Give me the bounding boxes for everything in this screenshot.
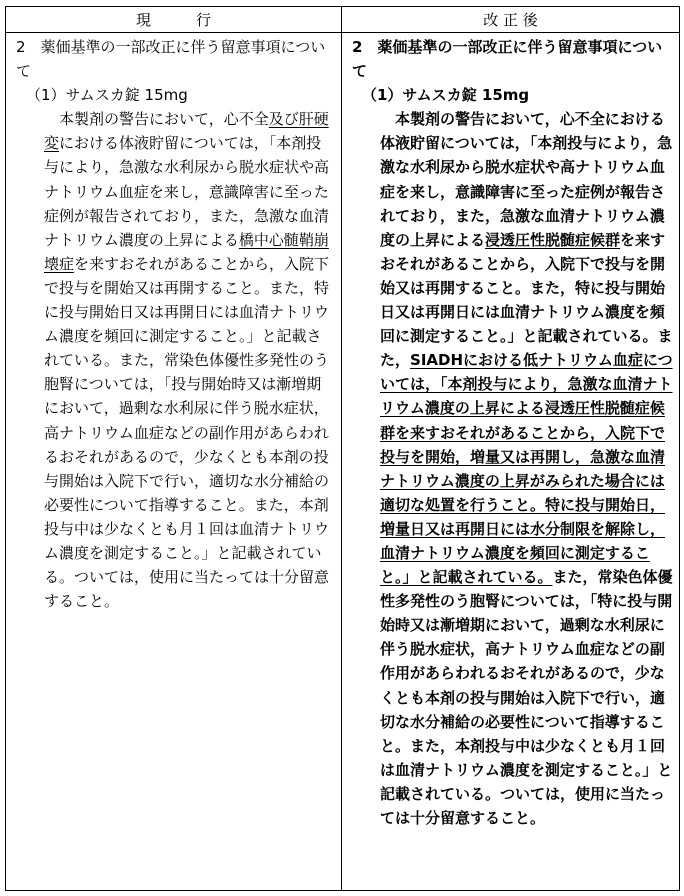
current-text-seg4-underlined: 橋中心髄鞘崩壊症: [44, 230, 329, 273]
current-item-title: （1）サムスカ錠 15mg: [26, 86, 188, 105]
revised-text-seg2-underlined: 浸透圧性脱髄症候群: [485, 230, 621, 249]
revised-text-block: [342, 33, 679, 830]
content-row: [6, 33, 680, 891]
revised-body-paragraph: [352, 107, 673, 830]
revised-column-header: 改 正 後: [342, 7, 680, 33]
revised-text-cell: [342, 33, 680, 891]
current-text-seg3: における体液貯留については，「本剤投与により，急激な水利尿から脱水症状や高ナトリウム血症を来し，意識障害に至った症例が報告されており，また，急激な血清ナトリウム濃度の上昇による: [44, 134, 330, 249]
comparison-table: [5, 6, 680, 891]
revised-text-seg1: 本製剤の警告において，心不全における体液貯留については，「本剤投与により，急激な水利尿から脱水症状や高ナトリウム血症を来し，意識障害に至った症例が報告されており，また，急激な血清ナトリウム濃度の上昇による: [380, 110, 673, 249]
revised-text-seg5: また，常染色体優性多発性のう胞腎については，「特に投与開始時又は漸増期において，過剰な水利尿に伴う脱水症状，高ナトリウム血症などの副作用があらわれるおそれがあるので，少なくとも本剤の投与開始は入院下で行い，適切な水分補給の必要性について指導すること。また，本剤投与中は少なくとも月１回は血清ナトリウム濃度を測定すること。」と記載されている。ついては，使用に当たっては十分留意すること。: [380, 568, 673, 827]
current-column-header: 現 行: [6, 7, 342, 33]
header-row: [6, 7, 680, 33]
revised-text-seg3: を来すおそれがあることから，入院下で投与を開始又は再開すること。また，特に投与開始日又は再開日には血清ナトリウム濃度を頻回に測定すること。」と記載されている。また，: [380, 230, 673, 370]
current-section-heading: 2 薬価基準の一部改正に伴う留意事項について: [16, 38, 326, 81]
current-text-seg5: を来すおそれがあることから，入院下で投与を開始又は再開すること。また，特に投与開始日又は再開日には血清ナトリウム濃度を頻回に測定すること。」と記載されている。また，常染色体優性多発性のう胞腎については，「投与開始時又は漸増期において，過剰な水利尿に伴う脱水症状，高ナトリウム血症などの副作用があらわれるおそれがあるので，少なくとも本剤の投与開始は入院下で行い，適切な水分補給の必要性について指導すること。また，本剤投与中は少なくとも月１回は血清ナトリウム濃度を測定すること。」と記載されている。ついては，使用に当たっては十分留意すること。: [44, 254, 330, 611]
current-text-cell: [6, 33, 342, 891]
current-body-paragraph: [16, 107, 335, 613]
current-text-block: [6, 33, 341, 613]
revised-section-heading: 2 薬価基準の一部改正に伴う留意事項について: [352, 38, 663, 81]
current-text-seg2-underlined: 及び肝硬変: [44, 110, 329, 153]
revised-text-seg4-underlined: SIADHにおける低ナトリウム血症については，「本剤投与により，急激な血清ナトリウム濃度の上昇による浸透圧性脱髄症候群を来すおそれがあることから，入院下で投与を開始，増量又は再開し，急激な血清ナトリウム濃度の上昇がみられた場合には適切な処置を行うこと。特に投与開始日，増量日又は再開日には水分制限を解除し，血清ナトリウム濃度を頻回に測定すること。」と記載されている。: [380, 351, 673, 587]
revised-item-title: （1）サムスカ錠 15mg: [362, 86, 530, 105]
current-text-seg1: 本製剤の警告において，心不全: [59, 110, 269, 129]
